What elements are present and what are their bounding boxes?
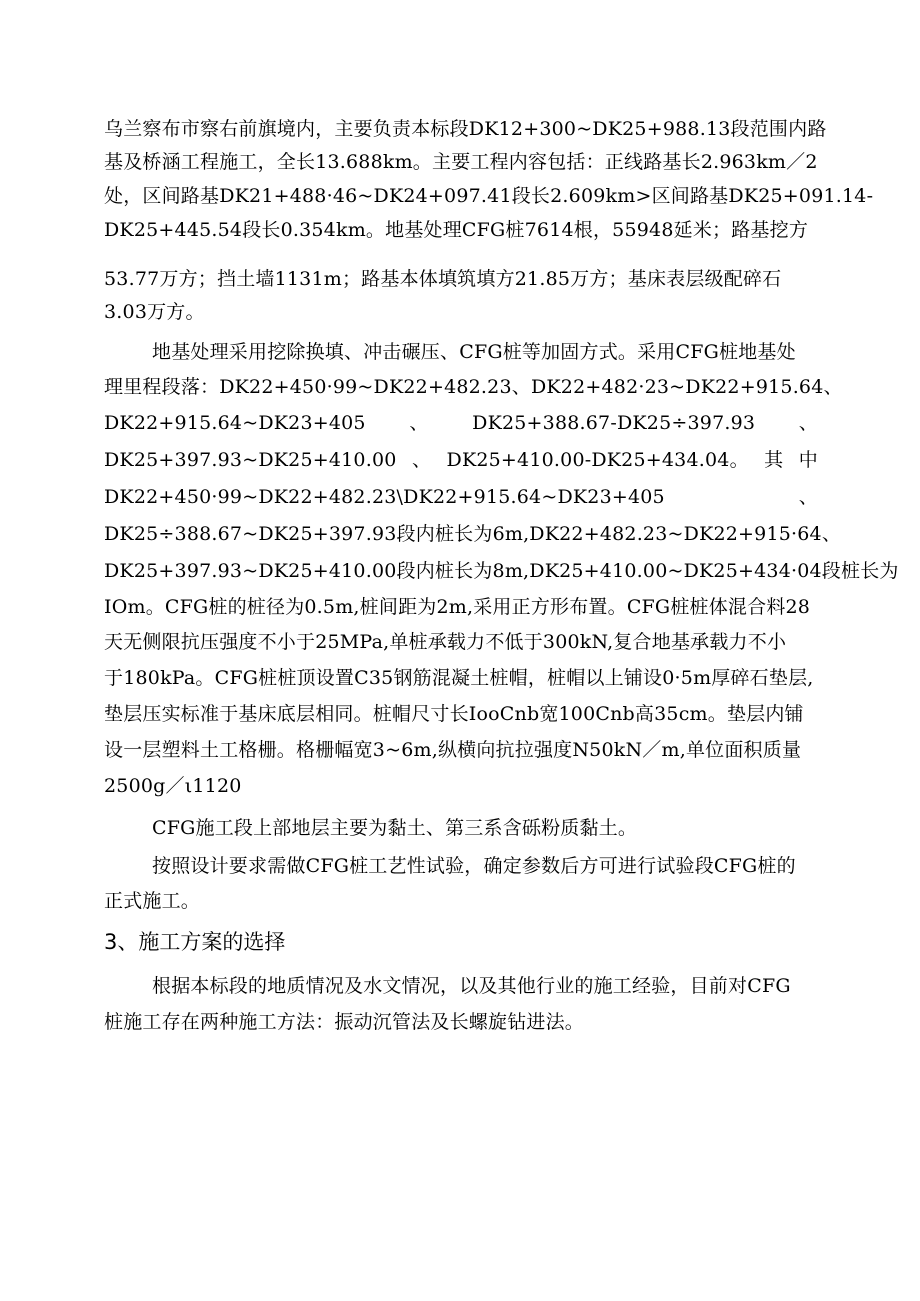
line-6-part: 桩 bbox=[434, 523, 455, 545]
section-3-line-1: 根据本标段的地质情况及水文情况，以及其他行业的施工经验，目前对CFG bbox=[152, 975, 791, 997]
paragraph-2-line-13: 2500g／ι1120 bbox=[104, 775, 242, 797]
line-3-part: DK25+388.67-DK25÷397.93 bbox=[472, 412, 756, 434]
line-2-part: ： bbox=[200, 376, 220, 398]
paragraph-2-line-6 bbox=[104, 518, 842, 550]
line-6-part: 长 bbox=[454, 523, 474, 545]
line-5-part: 、 bbox=[798, 486, 818, 508]
line-4-part: 中 bbox=[798, 449, 818, 471]
line-2-part: 理 bbox=[104, 376, 124, 398]
paragraph-3: CFG施工段上部地层主要为黏土、第三系含砾粉质黏土。 bbox=[152, 817, 638, 839]
section-3-heading: 3、施工方案的选择 bbox=[104, 930, 286, 954]
paragraph-2-line-10: 于180kPa。CFG桩桩顶设置C35钢筋混凝土桩帽，桩帽以上铺设0·5m厚碎石垫层, bbox=[104, 667, 814, 689]
paragraph-1-line-4: DK25+445.54段长0.354km。地基处理CFG桩7614根，55948延米；路基挖方 bbox=[104, 219, 809, 241]
line-3-part: DK22+915.64~DK23+405 bbox=[104, 412, 366, 434]
paragraph-4-line-2: 正式施工。 bbox=[104, 890, 201, 912]
line-2-part: 程 bbox=[142, 376, 162, 398]
line-2-part: 23~DK22+915.64 bbox=[644, 376, 824, 398]
section-3-line-2: 桩施工存在两种施工方法：振动沉管法及长螺旋钻进法。 bbox=[104, 1011, 585, 1033]
line-6-part: 、 bbox=[821, 523, 842, 545]
paragraph-2-line-3 bbox=[104, 407, 818, 439]
line-6-part: 为 bbox=[473, 523, 493, 545]
line-2-part: 段 bbox=[161, 376, 181, 398]
paragraph-2-line-9: 天无侧限抗压强度不小于25MPa,单桩承载力不低于300kN,复合地基承载力不小 bbox=[104, 631, 787, 653]
paragraph-2-line-5 bbox=[104, 481, 818, 513]
paragraph-2-line-12: 设一层塑料土工格栅。格栅幅宽3~6m,纵横向抗拉强度N50kN／m,单位面积质量 bbox=[104, 739, 802, 761]
line-2-part: 、 bbox=[823, 376, 843, 398]
paragraph-2-line-8: IOm。CFG桩的桩径为0.5m,桩间距为2m,采用正方形布置。CFG桩桩体混合料28 bbox=[104, 596, 811, 618]
line-4-part: DK25+410.00-DK25+434.04。 bbox=[446, 449, 749, 471]
paragraph-1-line-5: 53.77万方；挡土墙1131m；路基本体填筑填方21.85万方；基床表层级配碎石 bbox=[104, 268, 782, 290]
paragraph-2-line-7: DK25+397.93~DK25+410.00段内桩长为8m,DK25+410.00~DK25+434·04段桩长为 bbox=[104, 560, 899, 582]
line-2-part: 落 bbox=[180, 376, 201, 398]
line-3-part: 、 bbox=[409, 412, 429, 434]
line-6-part: 段 bbox=[396, 523, 416, 545]
line-4-part: 其 bbox=[764, 449, 784, 471]
line-4-part: DK25+397.93~DK25+410.00 bbox=[104, 449, 397, 471]
paragraph-4-line-1: 按照设计要求需做CFG桩工艺性试验，确定参数后方可进行试验段CFG桩的 bbox=[152, 855, 796, 877]
line-4-part: 、 bbox=[411, 449, 432, 471]
line-2-part: 里 bbox=[123, 376, 143, 398]
line-6-part: 6m,DK22+482.23~DK22+915·64 bbox=[492, 523, 822, 545]
line-2-part: DK22+450·99~DK22+482.23 bbox=[219, 376, 512, 398]
paragraph-1-line-3: 处，区间路基DK21+488·46~DK24+097.41段长2.609km>区间路基DK25+091.14- bbox=[104, 185, 874, 207]
paragraph-2-line-1: 地基处理采用挖除换填、冲击碾压、CFG桩等加固方式。采用CFG桩地基处 bbox=[152, 341, 796, 363]
line-2-part: DK22+482 bbox=[530, 376, 639, 398]
line-3-part: 、 bbox=[798, 412, 818, 434]
paragraph-1-line-6: 3.03万方。 bbox=[104, 301, 205, 323]
line-6-part: DK25÷388.67~DK25+397.93 bbox=[104, 523, 397, 545]
paragraph-2-line-2 bbox=[104, 371, 843, 403]
paragraph-1-line-2: 基及桥涵工程施工，全长13.688km。主要工程内容包括：正线路基长2.963km／2 bbox=[104, 151, 818, 173]
paragraph-2-line-4 bbox=[104, 444, 818, 476]
line-6-part: 内 bbox=[415, 523, 435, 545]
line-2-part: 、 bbox=[511, 376, 531, 398]
line-2-part: · bbox=[638, 376, 645, 398]
paragraph-2-line-11: 垫层压实标准于基床底层相同。桩帽尺寸长IooCnb宽100Cnb高35cm。垫层内铺 bbox=[104, 703, 804, 725]
paragraph-1-line-1: 乌兰察布市察右前旗境内，主要负责本标段DK12+300~DK25+988.13段范围内路 bbox=[104, 118, 827, 140]
line-5-part: DK22+450·99~DK22+482.23\DK22+915.64~DK23+405 bbox=[104, 486, 665, 508]
